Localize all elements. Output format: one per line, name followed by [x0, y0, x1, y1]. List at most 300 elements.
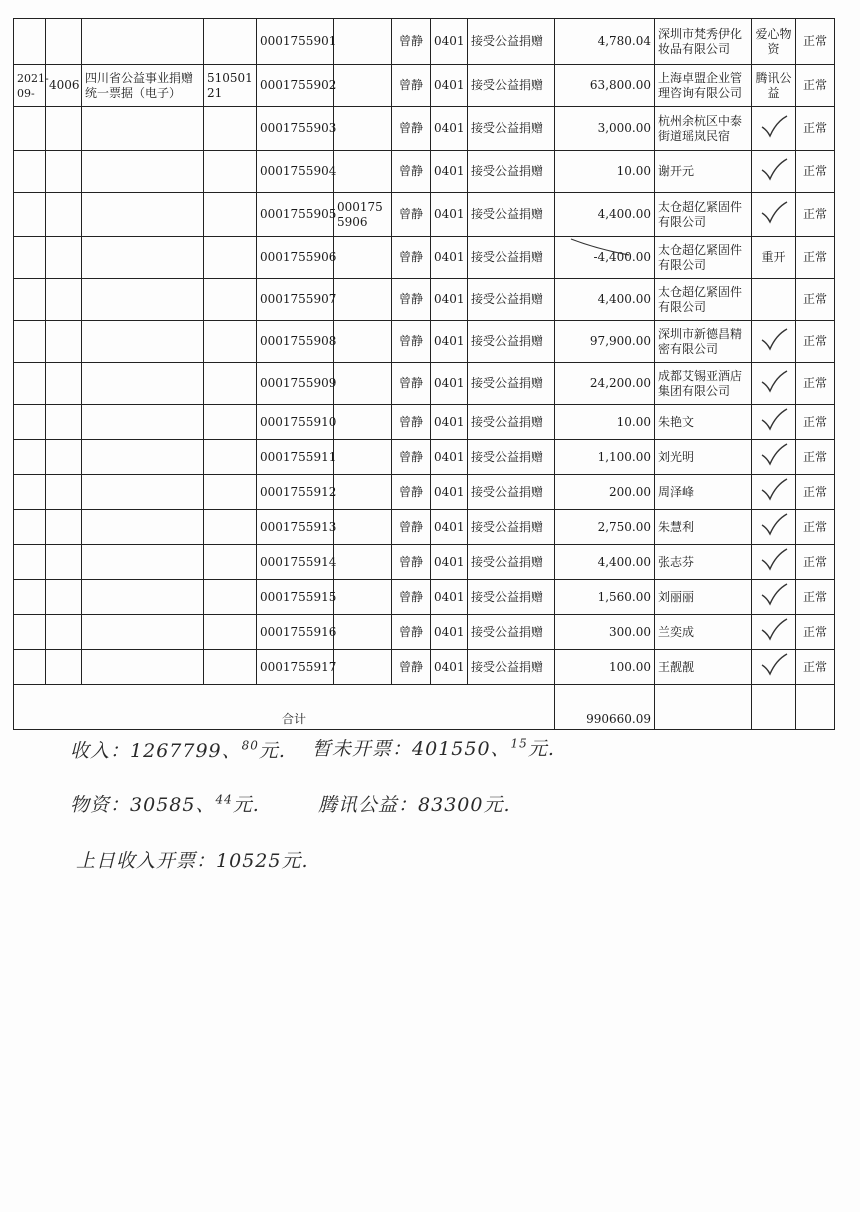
- table-row: [14, 279, 835, 321]
- pending-value: 401550、: [412, 738, 511, 760]
- cell-amount-text: 4,400.00: [597, 554, 651, 569]
- strike-through-mark: [567, 231, 637, 259]
- cell-code: [46, 237, 82, 279]
- cell-payer-text: 朱艳文: [658, 414, 695, 429]
- cell-handler-text: 曾静: [398, 34, 423, 48]
- cell-status: [796, 475, 835, 510]
- cell-region-code: [204, 65, 257, 107]
- note-text: 重开: [761, 250, 786, 264]
- cell-date: [14, 363, 46, 405]
- table-row: [14, 475, 835, 510]
- cell-amount: [555, 193, 655, 237]
- cell-amount: [555, 321, 655, 363]
- cell-bill-number: [257, 193, 337, 237]
- cell-date: [14, 650, 46, 685]
- cell-item: [468, 510, 555, 545]
- cell-code: [46, 650, 82, 685]
- cell-item-text: 接受公益捐赠: [471, 207, 544, 221]
- cell-amount-text: 63,800.00: [589, 78, 651, 92]
- cell-region-code: [204, 193, 257, 237]
- cell-amount: [555, 363, 655, 405]
- cell-item-code-text: 0401: [434, 292, 465, 306]
- table-row: [14, 65, 835, 107]
- cell-note: [752, 650, 796, 685]
- cell-bill-title: [82, 151, 204, 193]
- cell-region-code: [204, 151, 257, 193]
- cell-handler: [392, 650, 431, 685]
- cell-status-text: 正常: [802, 449, 827, 464]
- cell-bill-number-text: 0001755916: [260, 624, 337, 639]
- cell-note: [752, 193, 796, 237]
- cell-payer-text: 上海卓盟企业管理咨询有限公司: [658, 70, 743, 100]
- cell-region-code: [204, 107, 257, 151]
- cell-payer: [655, 650, 752, 685]
- cell-item: [468, 107, 555, 151]
- table-row: [14, 363, 835, 405]
- cell-bill-title: [82, 321, 204, 363]
- checkmark-icon: [759, 114, 789, 140]
- tencent-label: 腾讯公益：: [318, 794, 419, 816]
- cell-date: [14, 19, 46, 65]
- cell-amount: [555, 615, 655, 650]
- cell-bill-number-text: 0001755917: [260, 659, 337, 674]
- cell-date: [14, 321, 46, 363]
- cell-original-number: [334, 615, 392, 650]
- cell-payer-text: 太仓超亿紧固件有限公司: [658, 242, 743, 272]
- cell-original-number: [334, 19, 392, 65]
- table-row: [14, 237, 835, 279]
- income-cents: 80: [241, 738, 259, 753]
- checkmark-icon: [759, 617, 789, 643]
- cell-bill-number: [257, 363, 337, 405]
- cell-date: [14, 107, 46, 151]
- goods-value: 30585、: [130, 794, 216, 816]
- cell-bill-number: [257, 615, 337, 650]
- table-row: [14, 19, 835, 65]
- cell-bill-title: [82, 650, 204, 685]
- cell-item: [468, 151, 555, 193]
- cell-item-code: [431, 580, 468, 615]
- checkmark-icon: [759, 442, 789, 468]
- cell-payer-text: 刘光明: [658, 449, 695, 464]
- cell-payer-text: 张志芬: [658, 554, 695, 569]
- cell-item-text: 接受公益捐赠: [471, 519, 544, 534]
- cell-bill-number: [257, 19, 337, 65]
- cell-item-code: [431, 65, 468, 107]
- cell-handler-text: 曾静: [398, 164, 423, 178]
- cell-original-number: [334, 510, 392, 545]
- income-label: 收入：: [70, 740, 131, 762]
- cell-item-code: [431, 19, 468, 65]
- cell-item-code-text: 0401: [434, 34, 465, 48]
- cell-handler: [392, 193, 431, 237]
- cell-code: [46, 545, 82, 580]
- cell-date: [14, 475, 46, 510]
- cell-item: [468, 237, 555, 279]
- cell-item: [468, 545, 555, 580]
- cell-item-text: 接受公益捐赠: [471, 250, 544, 264]
- cell-amount-text: 97,900.00: [589, 334, 651, 348]
- cell-note: [752, 151, 796, 193]
- handwritten-goods: [70, 790, 260, 817]
- cell-payer-text: 深圳市梵秀伊化妆品有限公司: [658, 26, 743, 56]
- table-row: [14, 440, 835, 475]
- cell-handler-text: 曾静: [398, 414, 423, 429]
- cell-item-code-text: 0401: [434, 334, 465, 348]
- cell-item-text: 接受公益捐赠: [471, 34, 544, 48]
- cell-bill-number-text: 0001755905: [260, 207, 337, 221]
- cell-note: [752, 19, 796, 65]
- cell-region-code: [204, 475, 257, 510]
- cell-payer-text: 兰奕成: [658, 624, 695, 639]
- checkmark-icon: [759, 652, 789, 678]
- prevday-value: 10525元.: [216, 850, 309, 872]
- cell-note: [752, 615, 796, 650]
- cell-item-text: 接受公益捐赠: [471, 484, 544, 499]
- cell-status: [796, 405, 835, 440]
- checkmark-icon: [759, 547, 789, 573]
- cell-date: [14, 580, 46, 615]
- tencent-value: 83300元.: [418, 794, 511, 816]
- cell-amount: [555, 151, 655, 193]
- cell-status: [796, 545, 835, 580]
- cell-note: [752, 65, 796, 107]
- cell-handler: [392, 545, 431, 580]
- cell-item: [468, 321, 555, 363]
- checkmark-icon: [759, 369, 789, 395]
- cell-item-code: [431, 279, 468, 321]
- cell-original-number: [334, 151, 392, 193]
- cell-note: [752, 440, 796, 475]
- table-row: [14, 151, 835, 193]
- total-row: [14, 685, 835, 730]
- cell-status: [796, 279, 835, 321]
- cell-original-number: [334, 580, 392, 615]
- checkmark-icon: [759, 407, 789, 433]
- cell-note: [752, 510, 796, 545]
- total-cell-payer: [655, 685, 752, 730]
- cell-item-text: 接受公益捐赠: [471, 121, 544, 135]
- cell-item-code: [431, 193, 468, 237]
- cell-code: [46, 65, 82, 107]
- cell-amount: [555, 580, 655, 615]
- cell-payer: [655, 440, 752, 475]
- cell-original-number: [334, 65, 392, 107]
- cell-note: [752, 107, 796, 151]
- cell-date: [14, 65, 49, 107]
- cell-handler: [392, 475, 431, 510]
- cell-code: [46, 193, 82, 237]
- cell-item-code: [431, 650, 468, 685]
- cell-note: [752, 475, 796, 510]
- checkmark-icon: [759, 477, 789, 503]
- cell-region-code: [204, 580, 257, 615]
- cell-bill-number: [257, 151, 337, 193]
- cell-item-text: 接受公益捐赠: [471, 164, 544, 178]
- cell-payer: [655, 279, 752, 321]
- checkmark-icon: [759, 327, 789, 353]
- cell-code: [46, 405, 82, 440]
- cell-handler: [392, 580, 431, 615]
- cell-amount: [555, 545, 655, 580]
- cell-date: [14, 545, 46, 580]
- cell-status: [796, 650, 835, 685]
- cell-region-code: [204, 237, 257, 279]
- cell-payer-text: 朱慧利: [658, 519, 695, 534]
- cell-note: [752, 580, 796, 615]
- cell-item-code: [431, 151, 468, 193]
- cell-note: [752, 237, 796, 279]
- cell-item-code-text: 0401: [434, 121, 465, 135]
- cell-bill-number-text: 0001755902: [260, 78, 337, 92]
- cell-payer: [655, 405, 752, 440]
- cell-item-code-text: 0401: [434, 250, 465, 264]
- cell-amount: [555, 19, 655, 65]
- cell-payer-text: 谢开元: [658, 164, 695, 178]
- cell-date: [14, 440, 46, 475]
- cell-item-code-text: 0401: [434, 659, 465, 674]
- cell-bill-number-text: 0001755908: [260, 334, 337, 348]
- prevday-label: 上日收入开票：: [76, 850, 217, 872]
- cell-handler-text: 曾静: [398, 250, 423, 264]
- cell-item-text: 接受公益捐赠: [471, 589, 544, 604]
- note-text: 腾讯公益: [755, 70, 792, 100]
- cell-bill-title: [82, 107, 204, 151]
- cell-item: [468, 650, 555, 685]
- cell-region-code: [204, 650, 257, 685]
- cell-date: [14, 615, 46, 650]
- cell-bill-number: [257, 580, 337, 615]
- cell-handler-text: 曾静: [398, 449, 423, 464]
- handwritten-pending-invoice: [312, 734, 555, 761]
- cell-item-code-text: 0401: [434, 519, 465, 534]
- cell-payer-text: 周泽峰: [658, 484, 695, 499]
- table-row: [14, 193, 835, 237]
- cell-status: [796, 440, 835, 475]
- cell-item-text: 接受公益捐赠: [471, 624, 544, 639]
- cell-region-code: [204, 279, 257, 321]
- cell-bill-title-text: 四川省公益事业捐赠统一票据（电子）: [85, 70, 194, 100]
- cell-handler: [392, 279, 431, 321]
- cell-original-number: [334, 650, 392, 685]
- cell-amount-text: 300.00: [609, 624, 651, 639]
- cell-handler: [392, 615, 431, 650]
- cell-amount: [555, 107, 655, 151]
- cell-original-number: [334, 363, 392, 405]
- cell-status-text: 正常: [802, 78, 827, 92]
- cell-item-code-text: 0401: [434, 376, 465, 390]
- cell-status-text: 正常: [802, 414, 827, 429]
- cell-original-number: [334, 545, 392, 580]
- cell-item-code: [431, 475, 468, 510]
- cell-amount-text: 100.00: [609, 659, 651, 674]
- cell-region-code: [204, 615, 257, 650]
- table-row: [14, 107, 835, 151]
- cell-bill-number-text: 0001755909: [260, 376, 337, 390]
- cell-item: [468, 580, 555, 615]
- cell-status: [796, 363, 835, 405]
- table-row: [14, 545, 835, 580]
- cell-handler: [392, 107, 431, 151]
- cell-bill-title: [82, 510, 204, 545]
- cell-handler-text: 曾静: [398, 624, 423, 639]
- cell-payer: [655, 615, 752, 650]
- cell-bill-title: [82, 580, 204, 615]
- cell-region-code: [204, 545, 257, 580]
- cell-item-text: 接受公益捐赠: [471, 449, 544, 464]
- cell-bill-number-text: 0001755911: [260, 449, 337, 464]
- cell-item-text: 接受公益捐赠: [471, 659, 544, 674]
- cell-bill-title: [82, 405, 204, 440]
- total-label: 合计: [281, 712, 306, 726]
- cell-bill-title: [82, 65, 204, 107]
- cell-payer: [655, 107, 752, 151]
- cell-bill-number: [257, 510, 337, 545]
- cell-bill-number-text: 0001755910: [260, 414, 337, 429]
- cell-status-text: 正常: [802, 164, 827, 178]
- cell-code: [46, 363, 82, 405]
- cell-item-code-text: 0401: [434, 78, 465, 92]
- cell-handler: [392, 321, 431, 363]
- cell-date: [14, 151, 46, 193]
- cell-region-code: [204, 510, 257, 545]
- cell-status-text: 正常: [802, 376, 827, 390]
- cell-amount: [555, 65, 655, 107]
- cell-code: [46, 510, 82, 545]
- cell-bill-number-text: 0001755914: [260, 554, 337, 569]
- cell-original-number: [334, 440, 392, 475]
- cell-bill-title: [82, 19, 204, 65]
- cell-status: [796, 65, 835, 107]
- cell-bill-title: [82, 279, 204, 321]
- cell-item-text: 接受公益捐赠: [471, 554, 544, 569]
- cell-original-number: [334, 475, 392, 510]
- handwritten-tencent: [318, 790, 511, 817]
- cell-amount: [555, 440, 655, 475]
- cell-handler: [392, 65, 431, 107]
- cell-item-code: [431, 440, 468, 475]
- cell-code: [46, 321, 82, 363]
- cell-status-text: 正常: [802, 624, 827, 639]
- cell-amount-text: 4,400.00: [597, 207, 651, 221]
- cell-item-code: [431, 237, 468, 279]
- table-row: [14, 405, 835, 440]
- cell-handler-text: 曾静: [398, 334, 423, 348]
- cell-original-number: [334, 279, 392, 321]
- cell-item-code: [431, 107, 468, 151]
- cell-handler-text: 曾静: [398, 519, 423, 534]
- cell-payer: [655, 193, 752, 237]
- cell-original-number: [334, 237, 392, 279]
- cell-status-text: 正常: [802, 292, 827, 306]
- cell-status-text: 正常: [802, 207, 827, 221]
- cell-original-number: [334, 193, 392, 237]
- cell-bill-title: [82, 440, 204, 475]
- cell-code-text: 4006: [49, 78, 80, 92]
- cell-amount-text: 10.00: [616, 164, 651, 178]
- cell-code: [46, 107, 82, 151]
- cell-bill-number-text: 0001755907: [260, 292, 337, 306]
- cell-region-code: [204, 363, 257, 405]
- cell-item-code-text: 0401: [434, 449, 465, 464]
- cell-payer-text: 太仓超亿紧固件有限公司: [658, 199, 743, 229]
- checkmark-icon: [759, 200, 789, 226]
- cell-bill-number: [257, 279, 337, 321]
- checkmark-icon: [759, 512, 789, 538]
- cell-status: [796, 193, 835, 237]
- cell-payer: [655, 510, 752, 545]
- cell-bill-title: [82, 475, 204, 510]
- cell-region-code: [204, 405, 257, 440]
- cell-handler: [392, 510, 431, 545]
- cell-bill-number-text: 0001755906: [260, 250, 337, 264]
- cell-code: [46, 440, 82, 475]
- cell-bill-number: [257, 321, 337, 363]
- goods-cents: 44: [215, 792, 233, 807]
- cell-item-text: 接受公益捐赠: [471, 414, 544, 429]
- cell-status: [796, 615, 835, 650]
- cell-payer-text: 王靓靓: [658, 659, 695, 674]
- cell-date: [14, 279, 46, 321]
- cell-bill-number: [257, 545, 337, 580]
- cell-code: [46, 151, 82, 193]
- cell-bill-number: [257, 237, 337, 279]
- cell-payer: [655, 65, 752, 107]
- cell-item-code-text: 0401: [434, 554, 465, 569]
- cell-handler: [392, 237, 431, 279]
- income-value: 1267799、: [130, 740, 242, 762]
- cell-item-code-text: 0401: [434, 589, 465, 604]
- table-row: [14, 650, 835, 685]
- cell-status: [796, 580, 835, 615]
- cell-bill-number: [257, 440, 337, 475]
- cell-original-number: [334, 405, 392, 440]
- cell-payer-text: 刘丽丽: [658, 589, 695, 604]
- cell-item: [468, 193, 555, 237]
- cell-item-code: [431, 510, 468, 545]
- cell-status: [796, 237, 835, 279]
- cell-amount: [555, 510, 655, 545]
- cell-amount: [555, 475, 655, 510]
- cell-bill-title: [82, 615, 204, 650]
- pending-cents: 15: [510, 736, 528, 751]
- cell-bill-number-text: 0001755901: [260, 34, 337, 48]
- note-text: 爱心物资: [755, 26, 792, 56]
- cell-bill-number-text: 0001755904: [260, 164, 337, 178]
- cell-payer-text: 杭州余杭区中泰街道瑶岚民宿: [658, 113, 743, 143]
- cell-handler-text: 曾静: [398, 376, 423, 390]
- income-unit: 元.: [258, 740, 286, 762]
- cell-date-text: 2021-09-: [17, 71, 49, 100]
- cell-status: [796, 321, 835, 363]
- total-cell-status: [796, 685, 835, 730]
- cell-amount-text: 3,000.00: [597, 121, 651, 135]
- cell-item: [468, 615, 555, 650]
- cell-status: [796, 19, 835, 65]
- handwritten-income: [70, 736, 286, 763]
- cell-payer: [655, 321, 752, 363]
- cell-item-code-text: 0401: [434, 414, 465, 429]
- table-row: [14, 580, 835, 615]
- total-amount: 990660.09: [586, 712, 651, 726]
- cell-item: [468, 19, 555, 65]
- goods-unit: 元.: [232, 794, 260, 816]
- cell-amount: [555, 405, 655, 440]
- cell-amount-text: 200.00: [609, 484, 651, 499]
- cell-payer-text: 成都艾锡亚酒店集团有限公司: [658, 368, 743, 398]
- cell-bill-number-text: 0001755913: [260, 519, 337, 534]
- cell-bill-number: [257, 405, 337, 440]
